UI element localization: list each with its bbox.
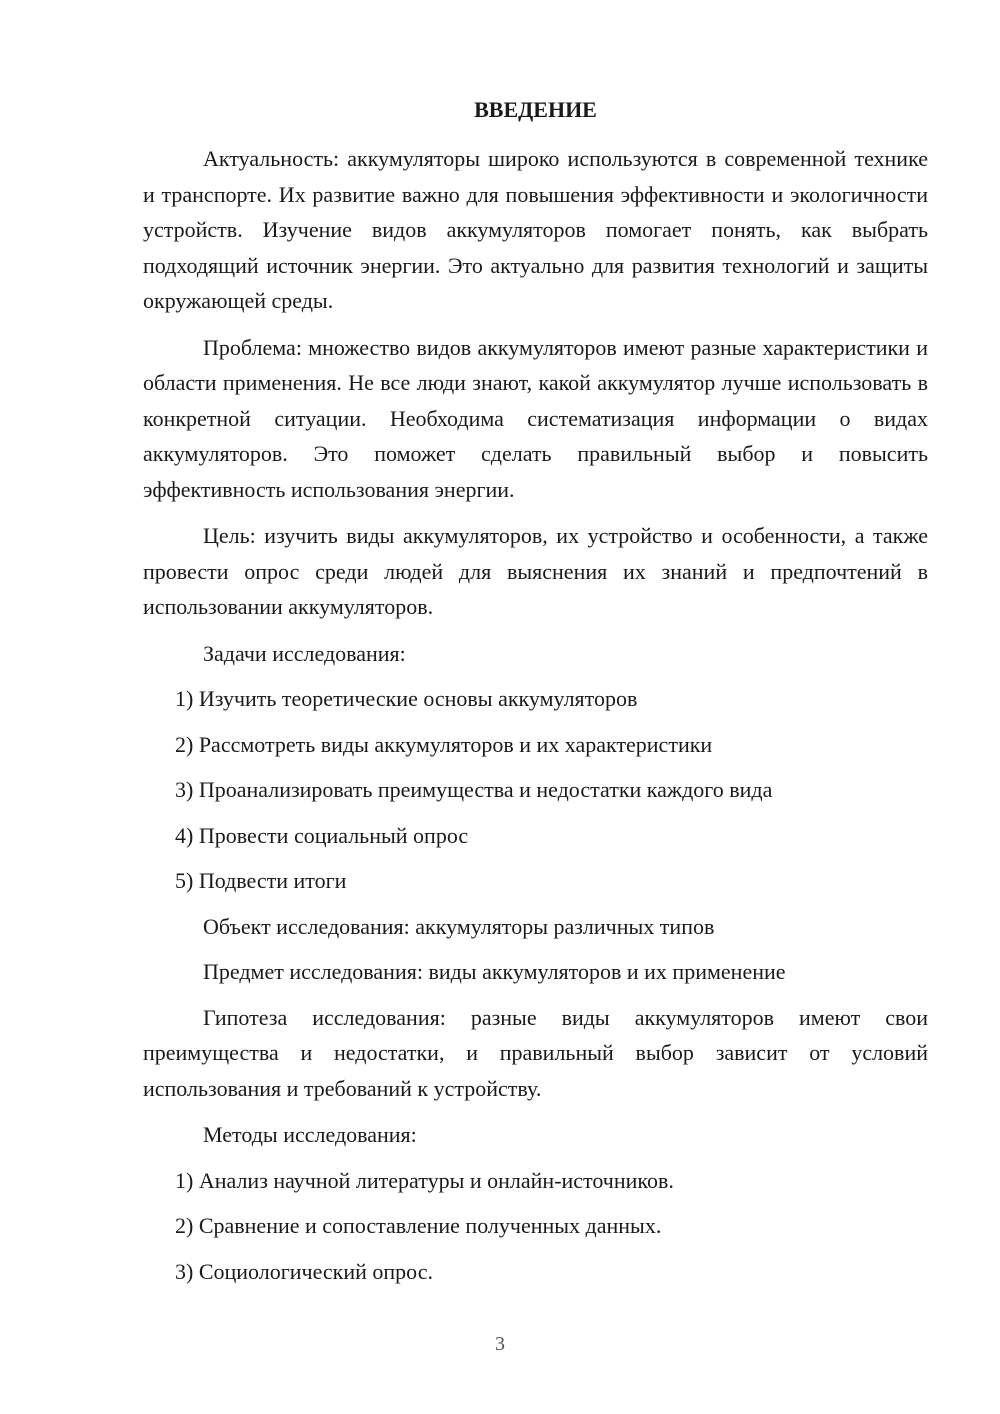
list-item: 5) Подвести итоги (175, 868, 347, 893)
list-item: 3) Проанализировать преимущества и недостатки каждого вида (175, 777, 773, 802)
methods-heading: Методы исследования: (203, 1122, 417, 1147)
list-item: 1) Анализ научной литературы и онлайн-источников. (175, 1167, 674, 1193)
tasks-list (143, 681, 928, 899)
list-item: 2) Рассмотреть виды аккумуляторов и их характеристики (175, 731, 713, 757)
list-item: 3) Социологический опрос. (175, 1258, 433, 1284)
goal-paragraph: Цель: изучить виды аккумуляторов, их устройство и особенности, а также провести опрос среди людей для выяснения их знаний и предпочтений в использовании аккумуляторов. (143, 523, 928, 619)
methods-list (143, 1163, 928, 1290)
list-item: 1) Изучить теоретические основы аккумуляторов (175, 686, 638, 711)
object-line: Объект исследования: аккумуляторы различных типов (203, 913, 715, 939)
page-title: ВВЕДЕНИЕ (474, 97, 597, 122)
hypothesis-paragraph: Гипотеза исследования: разные виды аккумуляторов имеют свои преимущества и недостатки, и правильный выбор зависит от условий использования и требований к устройству. (143, 1004, 928, 1101)
tasks-heading: Задачи исследования: (203, 640, 406, 666)
document-page (143, 92, 928, 1299)
list-item: 4) Провести социальный опрос (175, 822, 469, 848)
page-number: 3 (495, 1333, 505, 1355)
relevance-paragraph: Актуальность: аккумуляторы широко используются в современной технике и транспорте. Их развитие важно для повышения эффективности и экологичности устройств. Изучение видов аккумуляторов помогает понять, как выбрать подходящий источник энергии. Это актуально для развития технологий и защиты окружающей среды. (143, 146, 928, 313)
problem-paragraph: Проблема: множество видов аккумуляторов имеют разные характеристики и области применения. Не все люди знают, какой аккумулятор лучше использовать в конкретной ситуации. Необходима систематизация информации о видах аккумуляторов. Это поможет сделать правильный выбор и повысить эффективность использования энергии. (143, 334, 928, 502)
subject-line: Предмет исследования: виды аккумуляторов и их применение (203, 959, 786, 984)
list-item: 2) Сравнение и сопоставление полученных данных. (175, 1213, 662, 1238)
